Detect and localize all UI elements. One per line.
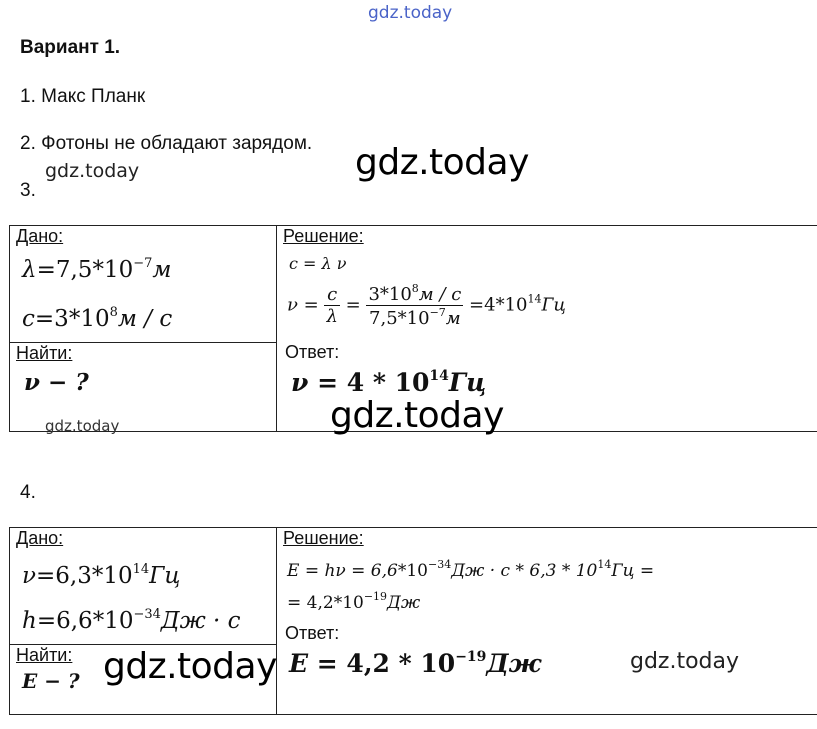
question-4-number: 4. bbox=[20, 482, 36, 503]
watermark-large-1: gdz.today bbox=[355, 142, 529, 183]
task4-given-h: $h=6,6*10^{-34}Дж \cdot с$ bbox=[22, 607, 241, 634]
task4-solution-cell bbox=[277, 528, 817, 715]
task3-find-label: Найти: bbox=[16, 343, 73, 363]
task3-formula-2: ν = $\frac{c}{\lambda}$ = $\frac{3*10^8м / с}{7,5*10^{-7}м}$ $=4*10^{14}Гц$ bbox=[287, 282, 566, 329]
watermark-small-2: gdz.today bbox=[45, 417, 120, 435]
watermark-small-1: gdz.today bbox=[45, 160, 140, 182]
task4-formula-line-1: $E = h\nu = 6,6*10^{-34}Дж \cdot с * 6,3 * 10^{14}Гц$ = bbox=[287, 558, 655, 581]
task3-given-c: $c=3*10^8м / с$ bbox=[22, 305, 173, 332]
header-watermark: gdz.today bbox=[368, 3, 453, 23]
task3-answer-label: Ответ: bbox=[285, 342, 340, 362]
watermark-small-3: gdz.today bbox=[630, 649, 740, 674]
task4-answer-value: $E = 4,2 * 10^{-19}Дж$ bbox=[289, 649, 542, 678]
task3-answer-value: $\nu = 4 * 10^{14}Гц$ bbox=[291, 368, 487, 397]
task3-given-lambda: $\lambda=7,5*10^{-7}м$ bbox=[22, 256, 172, 283]
answer-2: 2. Фотоны не обладают зарядом. bbox=[20, 133, 313, 154]
answer-1: 1. Макс Планк bbox=[20, 86, 146, 107]
task3-find-value: ν − ? bbox=[24, 369, 89, 396]
task4-formula-line-2: = $4,2*10^{-19}Дж$ bbox=[287, 590, 421, 613]
task3-fraction-c-lambda: $\frac{c}{\lambda}$ bbox=[326, 284, 338, 327]
watermark-large-2: gdz.today bbox=[330, 395, 504, 436]
variant-title: Вариант 1. bbox=[20, 37, 121, 58]
task4-answer-label: Ответ: bbox=[285, 623, 340, 643]
task3-fraction-values: $\frac{3*10^8м / с}{7,5*10^{-7}м}$ bbox=[368, 282, 462, 329]
task4-given-cell bbox=[10, 528, 277, 645]
task3-solution-label: Решение: bbox=[283, 226, 364, 246]
task4-given-label: Дано: bbox=[16, 528, 64, 548]
task4-solution-label: Решение: bbox=[283, 528, 364, 548]
task3-formula-1: c = λ ν bbox=[289, 254, 347, 273]
question-3-number: 3. bbox=[20, 180, 36, 201]
task4-given-nu: $\nu=6,3*10^{14}Гц$ bbox=[22, 562, 181, 589]
task3-given-cell bbox=[10, 226, 277, 343]
watermark-large-3: gdz.today bbox=[103, 646, 277, 687]
task4-find-value: E − ? bbox=[22, 669, 80, 693]
task3-given-label: Дано: bbox=[16, 226, 64, 246]
task4-find-label: Найти: bbox=[16, 645, 73, 665]
